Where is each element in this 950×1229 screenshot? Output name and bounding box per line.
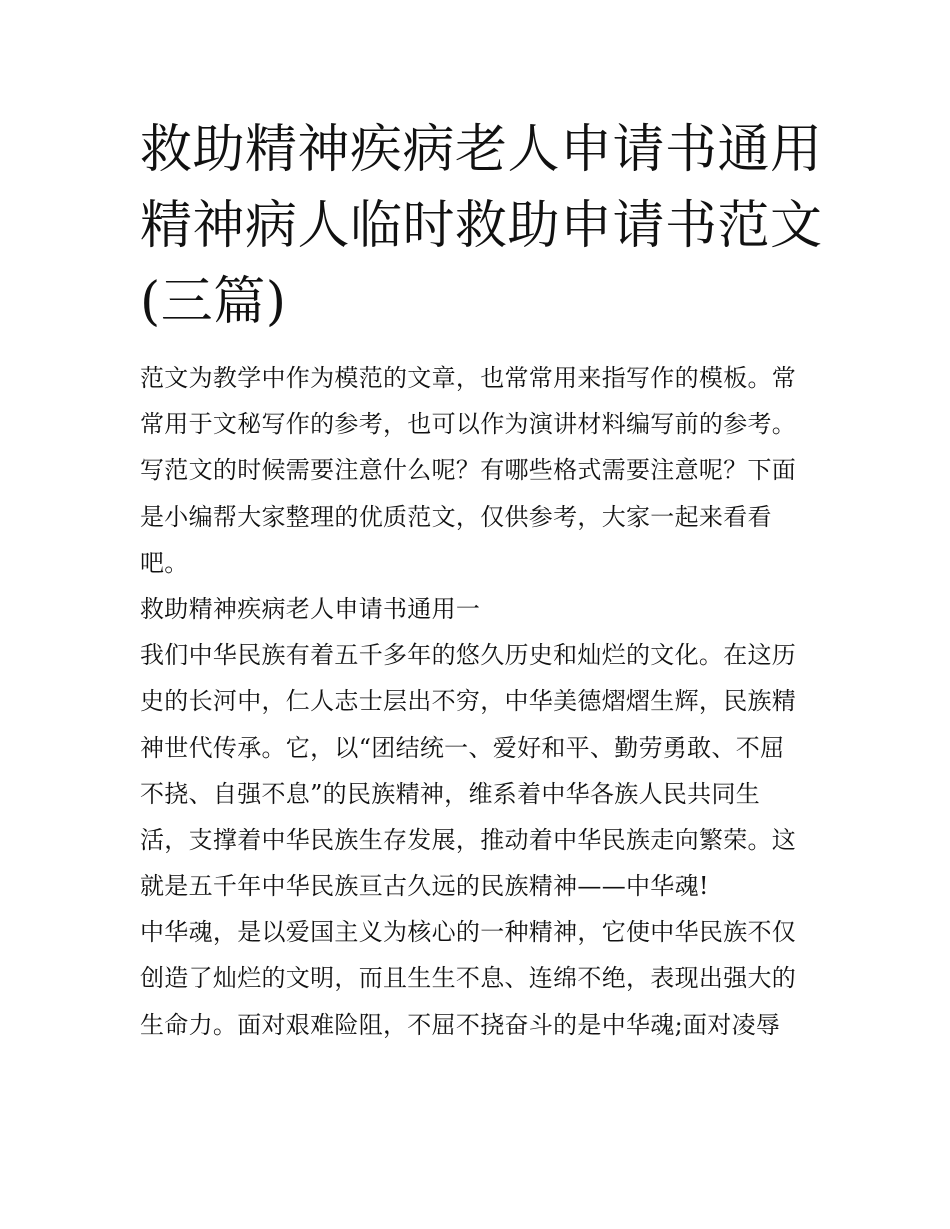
title-line-1: 救助精神疾病老人申请书通用 [140, 120, 823, 180]
paragraph-1-line-2: 史的长河中，仁人志士层出不穷，中华美德熠熠生辉，民族精 [140, 687, 797, 716]
paragraph-1-line-3: 神世代传承。它，以“团结统一、爱好和平、勤劳勇敢、不屈 [140, 733, 785, 762]
intro-line-2: 常用于文秘写作的参考，也可以作为演讲材料编写前的参考。 [140, 410, 797, 439]
intro-line-5: 吧。 [140, 548, 189, 577]
intro-line-1: 范文为教学中作为模范的文章，也常常用来指写作的模板。常 [140, 364, 797, 392]
intro-line-3: 写范文的时候需要注意什么呢？有哪些格式需要注意呢？下面 [140, 456, 797, 485]
document-body [140, 355, 830, 1048]
paragraph-1-line-5: 活，支撑着中华民族生存发展，推动着中华民族走向繁荣。这 [140, 825, 797, 854]
paragraph-1-line-4: 不挠、自强不息”的民族精神，维系着中华各族人民共同生 [140, 779, 761, 808]
paragraph-1-line-6: 就是五千年中华民族亘古久远的民族精神——中华魂! [140, 872, 709, 901]
intro-line-4: 是小编帮大家整理的优质范文，仅供参考，大家一起来看看 [140, 502, 772, 531]
title-line-2: 精神病人临时救助申请书范文 [140, 196, 823, 256]
paragraph-2-line-1: 中华魂，是以爱国主义为核心的一种精神，它使中华民族不仅 [140, 918, 797, 947]
document-title [140, 112, 823, 340]
paragraph-2-line-3: 生命力。面对艰难险阻，不屈不挠奋斗的是中华魂;面对凌辱 [140, 1010, 781, 1039]
section-heading: 救助精神疾病老人申请书通用一 [140, 594, 481, 623]
paragraph-2-line-2: 创造了灿烂的文明，而且生生不息、连绵不绝，表现出强大的 [140, 964, 797, 993]
title-line-3: (三篇) [140, 272, 287, 332]
paragraph-1-line-1: 我们中华民族有着五千多年的悠久历史和灿烂的文化。在这历 [140, 641, 797, 670]
